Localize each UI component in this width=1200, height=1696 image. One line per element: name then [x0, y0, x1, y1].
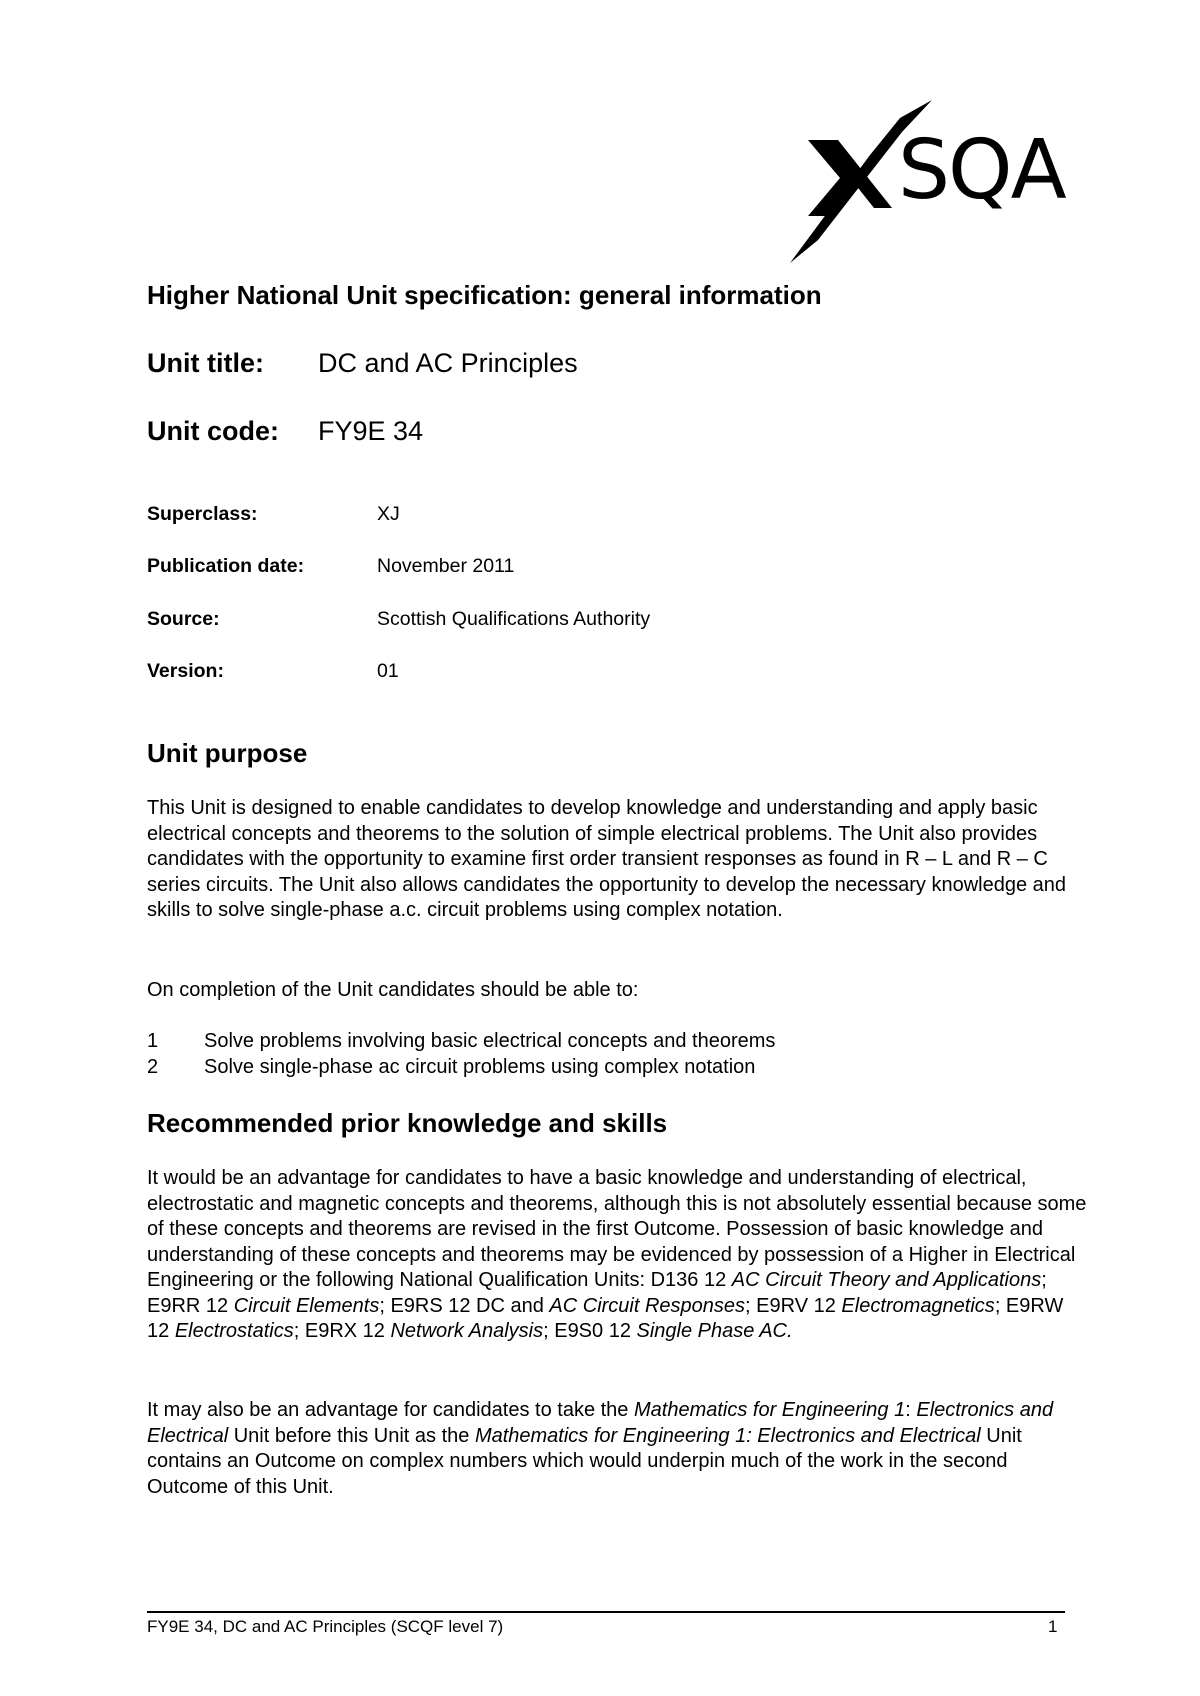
unit-code-value: FY9E 34 [318, 416, 424, 446]
meta-row-superclass [147, 503, 400, 526]
prior-knowledge-heading: Recommended prior knowledge and skills [147, 1108, 668, 1138]
outcome-text: Solve problems involving basic electrical concepts and theorems [204, 1030, 776, 1052]
outcome-number: 1 [147, 1030, 159, 1052]
footer-divider [147, 1611, 1065, 1613]
unit-purpose-heading: Unit purpose [147, 738, 308, 768]
meta-value: XJ [377, 503, 400, 525]
document-heading: Higher National Unit specification: general information [147, 280, 822, 310]
meta-label: Source: [147, 608, 220, 630]
p2-text: : [905, 1399, 917, 1421]
meta-row-source [147, 608, 650, 631]
p1-unit-name: Electromagnetics [841, 1294, 995, 1317]
footer-page-number: 1 [1048, 1617, 1058, 1636]
p1-text: ; E9RS 12 DC and [379, 1294, 550, 1317]
p2-unit-name: Electronics and Electrical [147, 1399, 1054, 1447]
unit-purpose-intro: On completion of the Unit candidates should be able to: [147, 979, 639, 1001]
meta-label: Superclass: [147, 503, 258, 525]
p1-text: ; E9RR 12 [147, 1269, 1047, 1317]
unit-purpose-paragraph: This Unit is designed to enable candidates to develop knowledge and understanding and apply basic electrical concepts and theorems to the solution of simple electrical problems. The Unit also provides candidates with the opportunity to examine first order transient responses as found in R – L and R – C series circuits. The Unit also allows candidates the opportunity to develop the necessary knowledge and skills to solve single-phase a.c. circuit problems using complex notation. [147, 797, 1067, 921]
meta-label: Version: [147, 660, 224, 682]
sqa-logo-text: SQA [898, 123, 1065, 218]
p1-text: ; E9RX 12 [293, 1320, 391, 1342]
p2-text: Unit contains an Outcome on complex numbers which would underpin much of the work in the second Outcome of this Unit. [147, 1424, 1022, 1498]
p1-unit-name: Network Analysis [390, 1320, 544, 1342]
prior-knowledge-paragraph-2 [147, 1398, 1087, 1500]
unit-title-row [147, 348, 578, 379]
unit-code-row [147, 416, 423, 447]
meta-row-version [147, 660, 399, 683]
p1-unit-name: Circuit Elements [233, 1294, 380, 1317]
meta-row-publication-date [147, 555, 514, 578]
outcome-item [147, 1055, 755, 1081]
unit-code-label: Unit code: [147, 416, 279, 446]
unit-title-value: DC and AC Principles [318, 348, 578, 378]
logo-chevron-stroke [808, 140, 862, 216]
meta-value: Scottish Qualifications Authority [377, 608, 651, 630]
prior-knowledge-paragraph-1 [147, 1166, 1087, 1345]
footer-document-label: FY9E 34, DC and AC Principles (SCQF level 7) [147, 1617, 504, 1636]
meta-label: Publication date: [147, 555, 305, 577]
p1-text: ; E9RV 12 [745, 1294, 842, 1317]
p2-unit-name: Mathematics for Engineering 1 [633, 1399, 906, 1421]
p1-text: ; E9S0 12 [543, 1320, 637, 1342]
p2-text: It may also be an advantage for candidates to take the [147, 1399, 634, 1421]
p1-unit-name: Electrostatics [174, 1320, 294, 1342]
outcome-text: Solve single-phase ac circuit problems using complex notation [204, 1056, 756, 1078]
p1-text: It would be an advantage for candidates to have a basic knowledge and understanding of electrical, electrostatic and magnetic concepts and theorems, although this is not absolutely essential because some of these concepts and theorems are revised in the first Outcome. Possession of basic knowledge and understanding of these concepts and theorems may be evidenced by possession of a Higher in Electrical Engineering or the following National Qualification Units: D136 12 [147, 1167, 1087, 1291]
outcome-item [147, 1029, 775, 1055]
p1-unit-name: AC Circuit Responses [549, 1294, 746, 1317]
unit-title-label: Unit title: [147, 348, 264, 378]
p1-unit-name: AC Circuit Theory and Applications [731, 1269, 1042, 1291]
p2-text: Unit before this Unit as the [228, 1424, 475, 1447]
meta-value: November 2011 [377, 555, 515, 577]
p1-unit-name: Single Phase AC. [636, 1320, 793, 1342]
p1-text: ; E9RW 12 [147, 1294, 1064, 1342]
outcome-number: 2 [147, 1056, 159, 1078]
p2-unit-name: Mathematics for Engineering 1: Electronics and Electrical [474, 1424, 981, 1447]
meta-value: 01 [377, 660, 399, 682]
